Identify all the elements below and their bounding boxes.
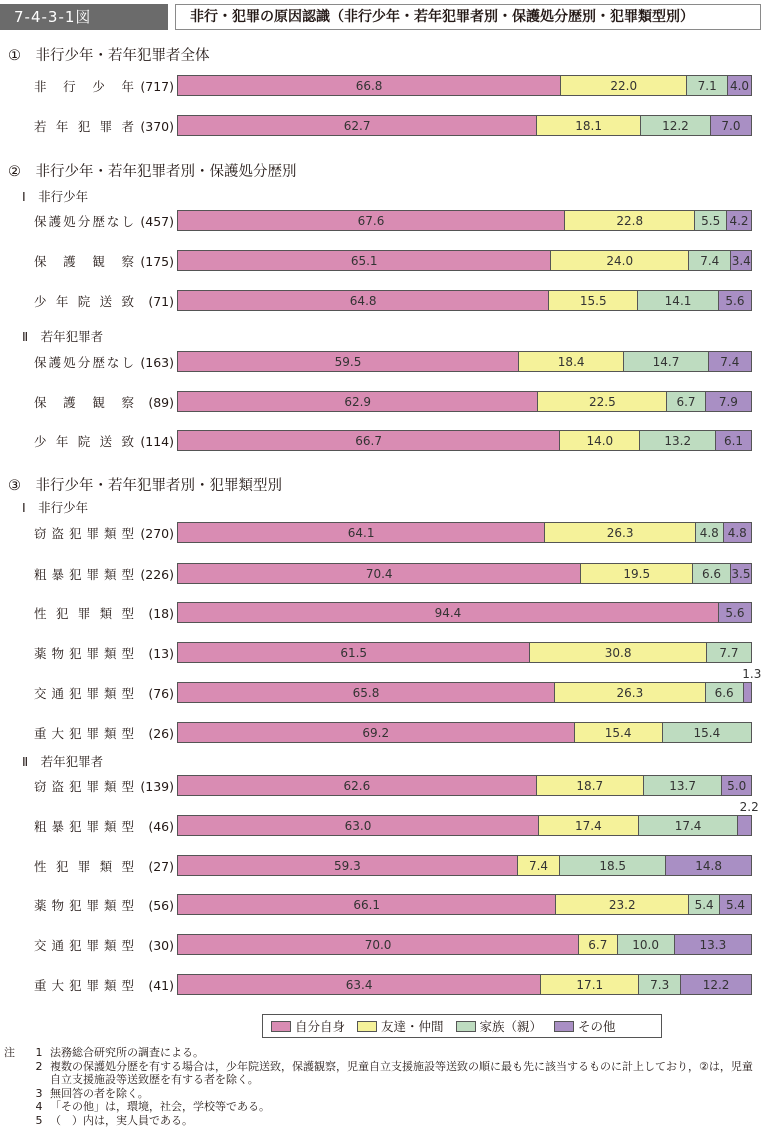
data-label: 7.9 xyxy=(718,394,738,409)
bar-label xyxy=(34,292,174,310)
category-label: 粗暴犯罪類型 xyxy=(34,567,134,582)
bar-label xyxy=(34,684,174,702)
bar-label xyxy=(34,724,174,742)
legend-label-family: 家族（親） xyxy=(479,1019,543,1034)
note-text: 「その他」は，環境，社会，学校等である。 xyxy=(50,1100,270,1113)
stacked-bar xyxy=(177,974,752,995)
category-label: 窃盗犯罪類型 xyxy=(34,526,134,541)
data-label: 66.1 xyxy=(353,897,381,912)
category-label: 薬物犯罪類型 xyxy=(34,646,134,661)
note-row-3 xyxy=(4,1087,761,1101)
bar-segment-self xyxy=(178,392,538,411)
note-row-5 xyxy=(4,1114,761,1128)
note-text: （ ）内は，実人員である。 xyxy=(50,1113,193,1127)
data-label: 64.8 xyxy=(349,293,377,308)
data-label: 70.0 xyxy=(364,937,392,952)
data-label: 2.2 xyxy=(739,800,759,814)
bar-segment-friends xyxy=(538,392,667,411)
data-label: 4.8 xyxy=(699,525,719,540)
count-label: (114) xyxy=(140,434,174,449)
bar-segment-family xyxy=(696,523,724,542)
bar-segment-family xyxy=(706,683,744,702)
data-label: 7.0 xyxy=(721,118,741,133)
count-label: (13) xyxy=(148,646,174,661)
stacked-bar xyxy=(177,682,752,703)
note-row-2 xyxy=(4,1060,761,1087)
bar-segment-other xyxy=(719,291,751,310)
bar-segment-self xyxy=(178,935,579,954)
bar-segment-family xyxy=(644,776,723,795)
notes xyxy=(4,1046,761,1127)
bar-segment-other xyxy=(711,116,751,135)
data-label: 14.7 xyxy=(652,354,680,369)
legend-item-family xyxy=(456,1017,543,1035)
data-label: 59.5 xyxy=(334,354,362,369)
data-label: 26.3 xyxy=(606,525,634,540)
bar-segment-family xyxy=(640,431,716,450)
data-label: 63.4 xyxy=(345,977,373,992)
bar-label xyxy=(34,644,174,662)
bar-segment-family xyxy=(689,251,731,270)
figure-header xyxy=(0,0,761,34)
category-label: 窃盗犯罪類型 xyxy=(34,779,134,794)
stacked-bar xyxy=(177,815,752,836)
note-number: 4 xyxy=(35,1100,43,1113)
bar-segment-family xyxy=(693,564,731,583)
stacked-bar xyxy=(177,855,752,876)
category-label: 保護観察 xyxy=(34,395,134,410)
bar-segment-other xyxy=(731,251,751,270)
data-label: 7.3 xyxy=(650,977,670,992)
count-label: (76) xyxy=(148,686,174,701)
bar-segment-friends xyxy=(539,816,639,835)
bar-segment-friends xyxy=(545,523,696,542)
bar-segment-self xyxy=(178,816,539,835)
note-text: 法務総合研究所の調査による。 xyxy=(50,1046,204,1059)
bar-segment-friends xyxy=(551,251,689,270)
data-label: 18.4 xyxy=(557,354,585,369)
category-label: 性犯罪類型 xyxy=(34,859,134,874)
bar-segment-family xyxy=(689,895,720,914)
bar-segment-family xyxy=(624,352,708,371)
data-label: 5.6 xyxy=(725,293,745,308)
legend xyxy=(262,1014,662,1038)
bar-segment-family xyxy=(687,76,728,95)
category-label: 性犯罪類型 xyxy=(34,606,134,621)
data-label: 17.1 xyxy=(576,977,604,992)
bar-segment-self xyxy=(178,352,519,371)
bar-segment-friends xyxy=(581,564,693,583)
bar-segment-self xyxy=(178,291,549,310)
data-label: 15.5 xyxy=(579,293,607,308)
bar-segment-family xyxy=(667,392,705,411)
section-title: ② 非行少年・若年犯罪者別・保護処分歴別 xyxy=(8,164,297,180)
category-label: 保護観察 xyxy=(34,254,134,269)
stacked-bar xyxy=(177,290,752,311)
bar-label xyxy=(34,817,174,835)
bar-segment-friends xyxy=(565,211,696,230)
bar-segment-family xyxy=(695,211,726,230)
count-label: (18) xyxy=(148,606,174,621)
count-label: (30) xyxy=(148,938,174,953)
category-label: 保護処分歴なし xyxy=(34,214,134,229)
bar-segment-family xyxy=(639,975,681,994)
bar-segment-self xyxy=(178,603,719,622)
data-label: 24.0 xyxy=(606,253,634,268)
data-label: 1.3 xyxy=(742,667,761,681)
data-label: 14.0 xyxy=(586,433,614,448)
bar-label xyxy=(34,857,174,875)
data-label: 65.8 xyxy=(352,685,380,700)
category-label: 薬物犯罪類型 xyxy=(34,898,134,913)
bar-segment-self xyxy=(178,895,556,914)
data-label: 22.5 xyxy=(589,394,616,409)
data-label: 18.1 xyxy=(575,118,602,133)
bar-label xyxy=(34,252,174,270)
note-number: 1 xyxy=(35,1046,43,1059)
data-label: 62.9 xyxy=(344,394,372,409)
bar-segment-self xyxy=(178,683,555,702)
data-label: 5.6 xyxy=(725,605,745,620)
legend-swatch-friends xyxy=(357,1021,377,1032)
data-label: 66.8 xyxy=(355,78,383,93)
bar-segment-friends xyxy=(519,352,624,371)
data-label: 18.7 xyxy=(576,778,604,793)
category-label: 重大犯罪類型 xyxy=(34,978,134,993)
bar-segment-other xyxy=(728,76,751,95)
stacked-bar xyxy=(177,351,752,372)
bar-label xyxy=(34,77,174,95)
bar-segment-self xyxy=(178,776,537,795)
category-label: 保護処分歴なし xyxy=(34,355,134,370)
data-label: 62.6 xyxy=(343,778,371,793)
legend-label-self: 自分自身 xyxy=(295,1019,346,1034)
bar-segment-self xyxy=(178,975,541,994)
stacked-bar xyxy=(177,602,752,623)
group-subtitle: Ⅱ 若年犯罪者 xyxy=(22,329,104,344)
category-label: 少年院送致 xyxy=(34,294,134,309)
bar-segment-self xyxy=(178,251,551,270)
stacked-bar xyxy=(177,934,752,955)
data-label: 6.6 xyxy=(701,566,722,581)
bar-segment-self xyxy=(178,856,518,875)
data-label: 65.1 xyxy=(350,253,378,268)
data-label: 61.5 xyxy=(340,645,368,660)
data-label: 66.7 xyxy=(355,433,382,448)
count-label: (139) xyxy=(140,779,174,794)
legend-swatch-other xyxy=(554,1021,574,1032)
bar-segment-other xyxy=(720,895,751,914)
bar-segment-other xyxy=(675,935,751,954)
stacked-bar xyxy=(177,894,752,915)
category-label: 交通犯罪類型 xyxy=(34,938,134,953)
section-title: ③ 非行少年・若年犯罪者別・犯罪類型別 xyxy=(8,478,282,494)
legend-item-self xyxy=(271,1017,345,1035)
bar-segment-friends xyxy=(555,683,706,702)
bar-segment-other xyxy=(719,603,751,622)
bar-segment-family xyxy=(707,643,751,662)
group-subtitle: Ⅰ 非行少年 xyxy=(22,189,89,204)
data-label: 18.5 xyxy=(599,858,627,873)
bar-label xyxy=(34,212,174,230)
stacked-bar xyxy=(177,430,752,451)
bar-label xyxy=(34,976,174,994)
bar-segment-friends xyxy=(537,776,644,795)
bar-segment-other xyxy=(666,856,751,875)
data-label: 7.4 xyxy=(720,354,740,369)
data-label: 62.7 xyxy=(343,118,371,133)
bar-segment-self xyxy=(178,643,530,662)
data-label: 23.2 xyxy=(608,897,636,912)
data-label: 17.4 xyxy=(674,818,702,833)
stacked-bar xyxy=(177,775,752,796)
count-label: (41) xyxy=(148,978,174,993)
bar-segment-friends xyxy=(549,291,638,310)
data-label: 94.4 xyxy=(434,605,462,620)
data-label: 69.2 xyxy=(362,725,390,740)
category-label: 粗暴犯罪類型 xyxy=(34,819,134,834)
data-label: 5.5 xyxy=(701,213,721,228)
group-subtitle: Ⅱ 若年犯罪者 xyxy=(22,754,104,769)
figure-number: 7-4-3-1図 xyxy=(0,4,168,30)
stacked-bar xyxy=(177,642,752,663)
data-label: 17.4 xyxy=(574,818,602,833)
data-label: 13.7 xyxy=(669,778,696,793)
bar-segment-family xyxy=(663,723,751,742)
count-label: (370) xyxy=(140,119,174,134)
bar-segment-other xyxy=(731,564,751,583)
category-label: 交通犯罪類型 xyxy=(34,686,134,701)
stacked-bar xyxy=(177,563,752,584)
data-label: 14.8 xyxy=(695,858,722,873)
bar-label xyxy=(34,393,174,411)
count-label: (457) xyxy=(140,214,174,229)
data-label: 59.3 xyxy=(334,858,361,873)
count-label: (163) xyxy=(140,355,174,370)
note-number: 3 xyxy=(35,1086,43,1100)
data-label: 3.5 xyxy=(731,566,751,581)
bar-segment-self xyxy=(178,431,560,450)
data-label: 26.3 xyxy=(616,685,644,700)
figure-title: 非行・犯罪の原因認識（非行少年・若年犯罪者別・保護処分歴別・犯罪類型別） xyxy=(175,4,761,30)
category-label: 重大犯罪類型 xyxy=(34,726,134,741)
bar-segment-friends xyxy=(537,116,641,135)
count-label: (89) xyxy=(148,395,174,410)
bar-segment-family xyxy=(618,935,675,954)
bar-segment-other xyxy=(727,211,751,230)
bar-segment-self xyxy=(178,116,537,135)
bar-segment-other xyxy=(724,523,752,542)
bar-segment-family xyxy=(638,291,719,310)
data-label: 14.1 xyxy=(664,293,692,308)
count-label: (26) xyxy=(148,726,174,741)
bar-label xyxy=(34,604,174,622)
data-label: 22.0 xyxy=(610,78,638,93)
data-label: 70.4 xyxy=(365,566,393,581)
data-label: 4.8 xyxy=(727,525,747,540)
data-label: 63.0 xyxy=(344,818,372,833)
data-label: 15.4 xyxy=(693,725,721,740)
bar-segment-other xyxy=(744,683,751,702)
data-label: 6.1 xyxy=(723,433,744,448)
stacked-bar xyxy=(177,522,752,543)
data-label: 3.4 xyxy=(731,253,751,268)
category-label: 非行少年 xyxy=(34,79,134,94)
bar-label xyxy=(34,432,174,450)
bar-segment-friends xyxy=(561,76,687,95)
bar-label xyxy=(34,524,174,542)
legend-swatch-self xyxy=(271,1021,291,1032)
data-label: 7.4 xyxy=(700,253,720,268)
data-label: 6.6 xyxy=(714,685,734,700)
count-label: (56) xyxy=(148,898,174,913)
bar-segment-family xyxy=(641,116,711,135)
note-text: 複数の保護処分歴を有する場合は，少年院送致，保護観察，児童自立支援施設等送致の順に最も先に該当するものに計上しており，②は，児童自立支援施設等送致歴を有する者を除く。 xyxy=(50,1059,753,1086)
note-row-4 xyxy=(4,1100,761,1114)
data-label: 13.2 xyxy=(664,433,692,448)
bar-label xyxy=(34,565,174,583)
bar-segment-other xyxy=(706,392,751,411)
bar-label xyxy=(34,117,174,135)
data-label: 7.1 xyxy=(697,78,717,93)
data-label: 15.4 xyxy=(604,725,632,740)
data-label: 6.7 xyxy=(588,937,608,952)
data-label: 12.2 xyxy=(662,118,689,133)
bar-segment-friends xyxy=(556,895,689,914)
bar-segment-other xyxy=(709,352,751,371)
group-subtitle: Ⅰ 非行少年 xyxy=(22,500,89,515)
note-number: 2 xyxy=(35,1059,43,1073)
bar-segment-self xyxy=(178,723,575,742)
stacked-bar xyxy=(177,722,752,743)
category-label: 少年院送致 xyxy=(34,434,134,449)
data-label: 12.2 xyxy=(702,977,730,992)
note-text: 無回答の者を除く。 xyxy=(50,1086,149,1100)
bar-label xyxy=(34,936,174,954)
data-label: 7.4 xyxy=(528,858,549,873)
bar-segment-other xyxy=(681,975,751,994)
bar-segment-friends xyxy=(518,856,560,875)
count-label: (27) xyxy=(148,859,174,874)
data-label: 19.5 xyxy=(623,566,651,581)
legend-item-other xyxy=(554,1017,616,1035)
data-label: 6.7 xyxy=(676,394,696,409)
bar-segment-self xyxy=(178,211,565,230)
category-label: 若年犯罪者 xyxy=(34,119,134,134)
bar-segment-other xyxy=(722,776,751,795)
bar-segment-friends xyxy=(541,975,639,994)
data-label: 5.4 xyxy=(694,897,714,912)
count-label: (226) xyxy=(140,567,174,582)
stacked-bar xyxy=(177,115,752,136)
data-label: 7.7 xyxy=(719,645,739,660)
data-label: 4.0 xyxy=(729,78,750,93)
bar-segment-other xyxy=(738,816,751,835)
stacked-bar xyxy=(177,391,752,412)
count-label: (46) xyxy=(148,819,174,834)
bar-segment-other xyxy=(716,431,751,450)
bar-segment-self xyxy=(178,76,561,95)
stacked-bar xyxy=(177,210,752,231)
note-row-1 xyxy=(4,1046,761,1060)
data-label: 4.2 xyxy=(729,213,749,228)
data-label: 5.0 xyxy=(727,778,747,793)
bar-segment-friends xyxy=(575,723,663,742)
bar-segment-family xyxy=(639,816,739,835)
bar-segment-self xyxy=(178,523,545,542)
bar-segment-self xyxy=(178,564,581,583)
count-label: (270) xyxy=(140,526,174,541)
bar-label xyxy=(34,896,174,914)
data-label: 67.6 xyxy=(357,213,385,228)
legend-label-friends: 友達・仲間 xyxy=(381,1019,444,1034)
data-label: 22.8 xyxy=(616,213,644,228)
data-label: 10.0 xyxy=(632,937,659,952)
legend-label-other: その他 xyxy=(578,1019,616,1034)
bar-label xyxy=(34,353,174,371)
notes-head: 注 xyxy=(4,1046,15,1059)
count-label: (71) xyxy=(148,294,174,309)
bar-segment-friends xyxy=(579,935,617,954)
count-label: (717) xyxy=(140,79,174,94)
data-label: 13.3 xyxy=(699,937,727,952)
bar-segment-family xyxy=(560,856,666,875)
data-label: 64.1 xyxy=(347,525,375,540)
bar-segment-friends xyxy=(560,431,640,450)
section-title: ① 非行少年・若年犯罪者全体 xyxy=(8,48,210,64)
bar-segment-friends xyxy=(530,643,706,662)
data-label: 30.8 xyxy=(604,645,632,660)
data-label: 5.4 xyxy=(725,897,746,912)
bar-label xyxy=(34,777,174,795)
legend-item-friends xyxy=(357,1017,444,1035)
note-number: 5 xyxy=(35,1113,43,1127)
stacked-bar xyxy=(177,250,752,271)
legend-swatch-family xyxy=(456,1021,476,1032)
count-label: (175) xyxy=(140,254,174,269)
stacked-bar xyxy=(177,75,752,96)
